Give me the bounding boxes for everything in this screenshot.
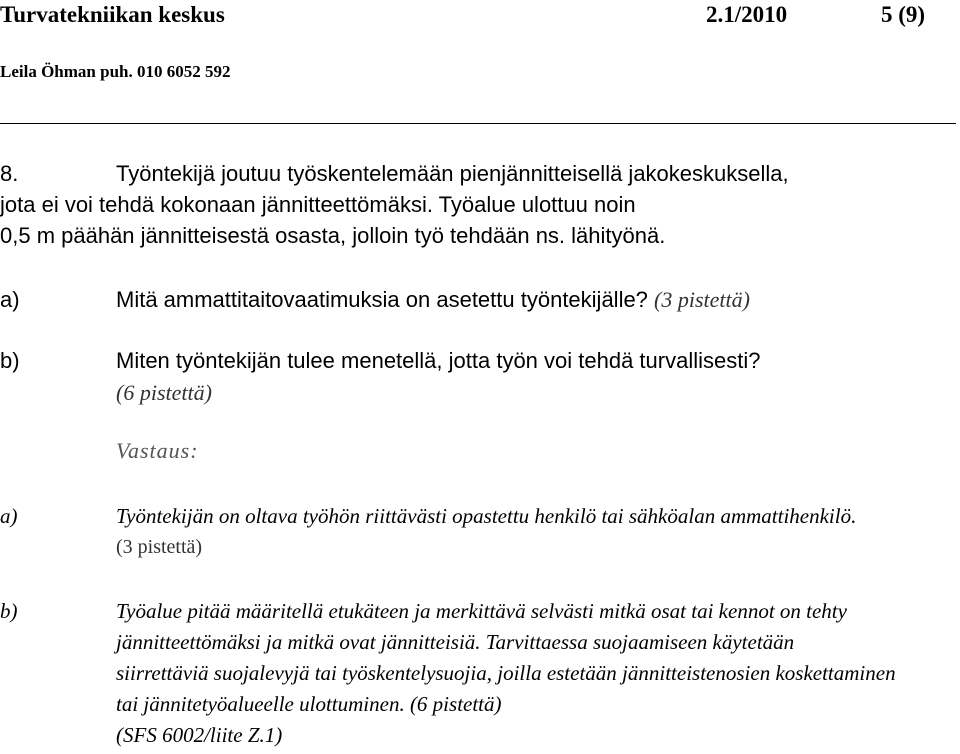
answer-b-line: (SFS 6002/liite Z.1): [116, 723, 283, 747]
question-b-label: b): [0, 348, 20, 373]
question-a-label: a): [0, 287, 20, 312]
answer-b-line: tai jännitetyöalueelle ulottuminen. (6 pistettä): [116, 692, 502, 716]
contact-info: Leila Öhman puh. 010 6052 592: [0, 62, 231, 81]
question-number: 8.: [0, 161, 19, 186]
question-line: 0,5 m päähän jännitteisestä osasta, jolloin työ tehdään ns. lähityönä.: [0, 223, 666, 248]
question-b-text: Miten työntekijän tulee menetellä, jotta työn voi tehdä turvallisesti?: [116, 348, 761, 373]
answer-a-text: Työntekijän on oltava työhön riittävästi opastettu henkilö tai sähköalan ammattihenkilö.: [116, 504, 857, 528]
question-a-points: (3 pistettä): [654, 287, 750, 312]
page-number: 5 (9): [881, 2, 926, 27]
question-a: [116, 287, 750, 313]
organization-name: Turvatekniikan keskus: [0, 2, 225, 27]
answer-b: [116, 596, 956, 751]
answer-heading: Vastaus:: [116, 438, 199, 463]
question-text: [0, 158, 946, 251]
answer-b-label: b): [0, 599, 18, 623]
question-line: Työntekijä joutuu työskentelemään pienjännitteisellä jakokeskuksella,: [116, 161, 789, 186]
question-a-text: Mitä ammattitaitovaatimuksia on asetettu työntekijälle?: [116, 287, 648, 312]
answer-b-line: Työalue pitää määritellä etukäteen ja merkittävä selvästi mitkä osat tai kennot on tehty: [116, 599, 847, 623]
header-divider: [0, 123, 956, 124]
answer-a-label: a): [0, 504, 18, 528]
page-header: [0, 2, 960, 32]
answer-a: [116, 501, 956, 563]
answer-b-line: jännitteettömäksi ja mitkä ovat jännitteisiä. Tarvittaessa suojaamiseen käytetään: [116, 630, 795, 654]
question-b-points: (6 pistettä): [116, 380, 212, 405]
answer-b-line: siirrettäviä suojalevyjä tai työskentelysuojia, joilla estetään jännitteistenosien koskettaminen: [116, 661, 896, 685]
question-line: jota ei voi tehdä kokonaan jännitteettömäksi. Työalue ulottuu noin: [0, 192, 636, 217]
document-date: 2.1/2010: [706, 2, 788, 27]
answer-a-points: (3 pistettä): [116, 536, 203, 558]
